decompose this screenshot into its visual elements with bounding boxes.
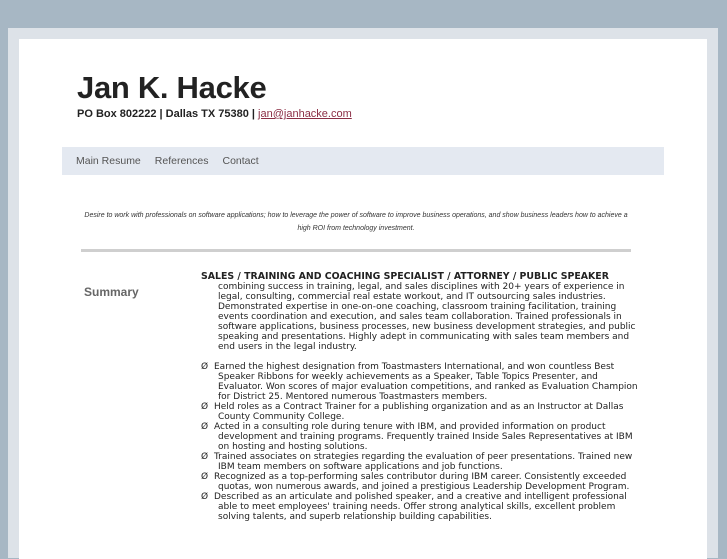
email-link[interactable]: jan@janhacke.com: [258, 108, 352, 120]
address-text: PO Box 802222 | Dallas TX 75380 |: [77, 108, 259, 120]
bullet-icon: Ø: [201, 492, 209, 502]
summary-label: Summary: [84, 285, 139, 299]
summary-intro: combining success in training, legal, and sales disciplines with 20+ years of experience in legal, consulting, commercial real estate workout, and IT outsourcing sales industries. Demonstrated expertise in one-on-one coaching, classroom training facilitation, training events coordination and execution, and sales team collaboration. Trained professionals in software applications, business processes, new business development strategies, and public speaking and presentations. Highly adept in communicating with sales team members and end users in the legal industry.: [218, 282, 636, 352]
nav-main-resume[interactable]: Main Resume: [76, 155, 141, 167]
bullet-icon: Ø: [201, 362, 209, 372]
bullet-icon: Ø: [201, 402, 209, 412]
list-item: Ø Recognized as a top-performing sales contributor during IBM career. Consistently exceeded quotas, won numerous awards, and joined a prestigious Leadership Development Program.: [201, 472, 630, 492]
list-item: Ø Acted in a consulting role during tenure with IBM, and provided information on product development and training programs. Frequently trained Inside Sales Representatives at IBM on hosting and hosting solutions.: [201, 422, 633, 452]
list-item: Ø Trained associates on strategies regarding the evaluation of peer presentations. Trained new IBM team members on software applications and job functions.: [201, 452, 633, 472]
list-item: Ø Held roles as a Contract Trainer for a publishing organization and as an Instructor at Dallas County Community College.: [201, 402, 624, 422]
nav-references[interactable]: References: [154, 155, 209, 167]
bullet-icon: Ø: [201, 472, 209, 482]
divider: [81, 249, 631, 252]
nav-contact[interactable]: Contact: [222, 155, 259, 167]
bullet-icon: Ø: [201, 422, 209, 432]
resume-page: [19, 39, 707, 559]
page-title: Jan K. Hacke: [77, 70, 267, 105]
summary-content: [201, 272, 641, 522]
contact-info: [77, 108, 352, 120]
objective-statement: Desire to work with professionals on software applications; how to leverage the power of software to improve business operations, and show business leaders how to achieve a high ROI from technology investment.: [84, 212, 628, 232]
list-item: Ø Described as an articulate and polished speaker, and a creative and intelligent professional able to meet employees' training needs. Offer strong analytical skills, excellent problem solving talents, and superb relationship building capabilities.: [201, 492, 627, 522]
summary-headline: SALES / TRAINING AND COACHING SPECIALIST / ATTORNEY / PUBLIC SPEAKER: [201, 271, 609, 282]
bullet-icon: Ø: [201, 452, 209, 462]
list-item: Ø Earned the highest designation from Toastmasters International, and won countless Best Speaker Ribbons for weekly achievements as a Speaker, Table Topics Presenter, and Evaluator. Won scores of major evaluation competitions, and ranked as Evaluation Champion for District 25. Mentored numerous Toastmasters members.: [201, 362, 638, 402]
main-nav: [62, 147, 664, 175]
